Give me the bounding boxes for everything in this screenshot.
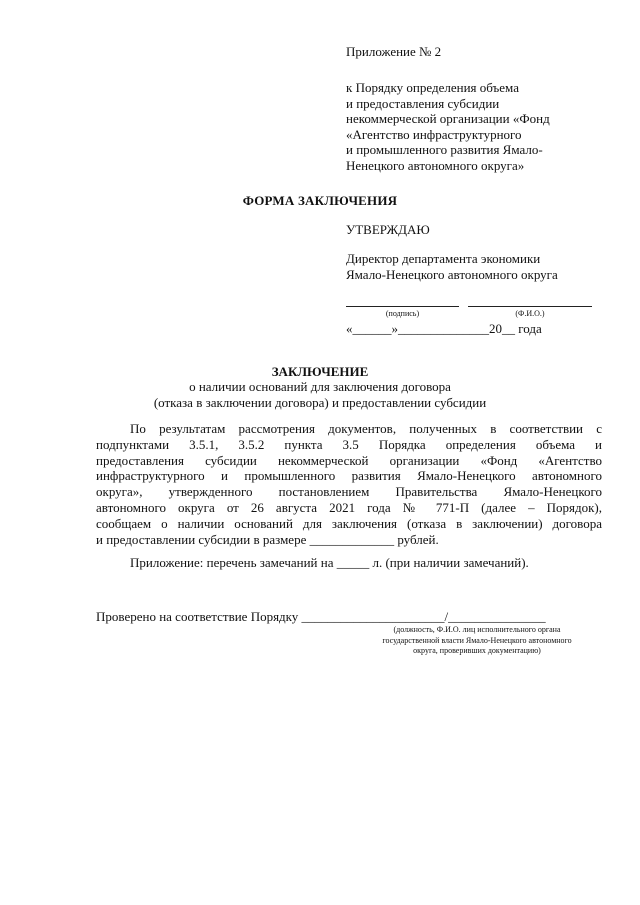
attachment-note: Приложение: перечень замечаний на _____ л. (при наличии замечаний). <box>130 555 529 570</box>
verification-caption <box>346 625 608 657</box>
body-line: автономного округа от 26 августа 2021 года № 771-П (далее – Порядок), <box>96 499 602 515</box>
conclusion-subtitle <box>0 379 640 410</box>
appendix-line: к Порядку определения объема <box>346 80 519 95</box>
conclusion-title: ЗАКЛЮЧЕНИЕ <box>271 364 369 379</box>
verification-caption-line: округа, проверивших документацию) <box>413 646 541 655</box>
conclusion-subtitle-line: о наличии оснований для заключения договора <box>189 379 451 394</box>
body-line: инфраструктурного и промышленного развития Ямало-Ненецкого автономного <box>96 468 602 484</box>
signature-caption: (подпись) <box>385 309 420 318</box>
body-line: округа», утвержденного постановлением Правительства Ямало-Ненецкого <box>96 484 602 500</box>
approver-position-line: Директор департамента экономики <box>346 251 541 266</box>
body-line: и предоставлении субсидии в размере _____________ рублей. <box>96 531 439 547</box>
verification-caption-line: государственной власти Ямало-Ненецкого автономного <box>382 635 572 645</box>
approval-date-line: «______»______________20__ года <box>346 321 542 336</box>
conclusion-subtitle-line: (отказа в заключении договора) и предоставлении субсидии <box>153 394 487 410</box>
appendix-line: и промышленного развития Ямало- <box>346 142 543 158</box>
verification-line: Проверено на соответствие Порядку ______________________/_______________ <box>96 609 546 624</box>
verification-caption-line: (должность, Ф.И.О. лиц исполнительного органа <box>393 625 561 634</box>
body-line: подпунктами 3.5.1, 3.5.2 пункта 3.5 Порядка определения объема и <box>96 436 602 452</box>
appendix-line: Ненецкого автономного округа» <box>346 157 525 173</box>
appendix-reference <box>346 80 616 174</box>
appendix-line: некоммерческой организации «Фонд <box>346 111 550 127</box>
body-line: сообщаем о наличии оснований для заключения (отказа в заключении) договора <box>96 515 602 531</box>
signature-line <box>346 306 459 307</box>
name-line <box>468 306 592 307</box>
appendix-line: и предоставления субсидии <box>346 95 500 111</box>
approver-position <box>346 251 558 283</box>
form-title: ФОРМА ЗАКЛЮЧЕНИЯ <box>242 193 398 208</box>
appendix-number: Приложение № 2 <box>346 44 442 59</box>
conclusion-body <box>96 421 602 547</box>
body-line: предоставления субсидии некоммерческой организации «Фонд «Агентство <box>96 452 602 468</box>
approver-position-line: Ямало-Ненецкого автономного округа <box>346 267 558 282</box>
approval-heading: УТВЕРЖДАЮ <box>346 222 430 237</box>
appendix-line: «Агентство инфраструктурного <box>346 126 522 142</box>
name-caption: (Ф.И.О.) <box>515 309 545 318</box>
body-line: По результатам рассмотрения документов, полученных в соответствии с <box>130 421 602 436</box>
